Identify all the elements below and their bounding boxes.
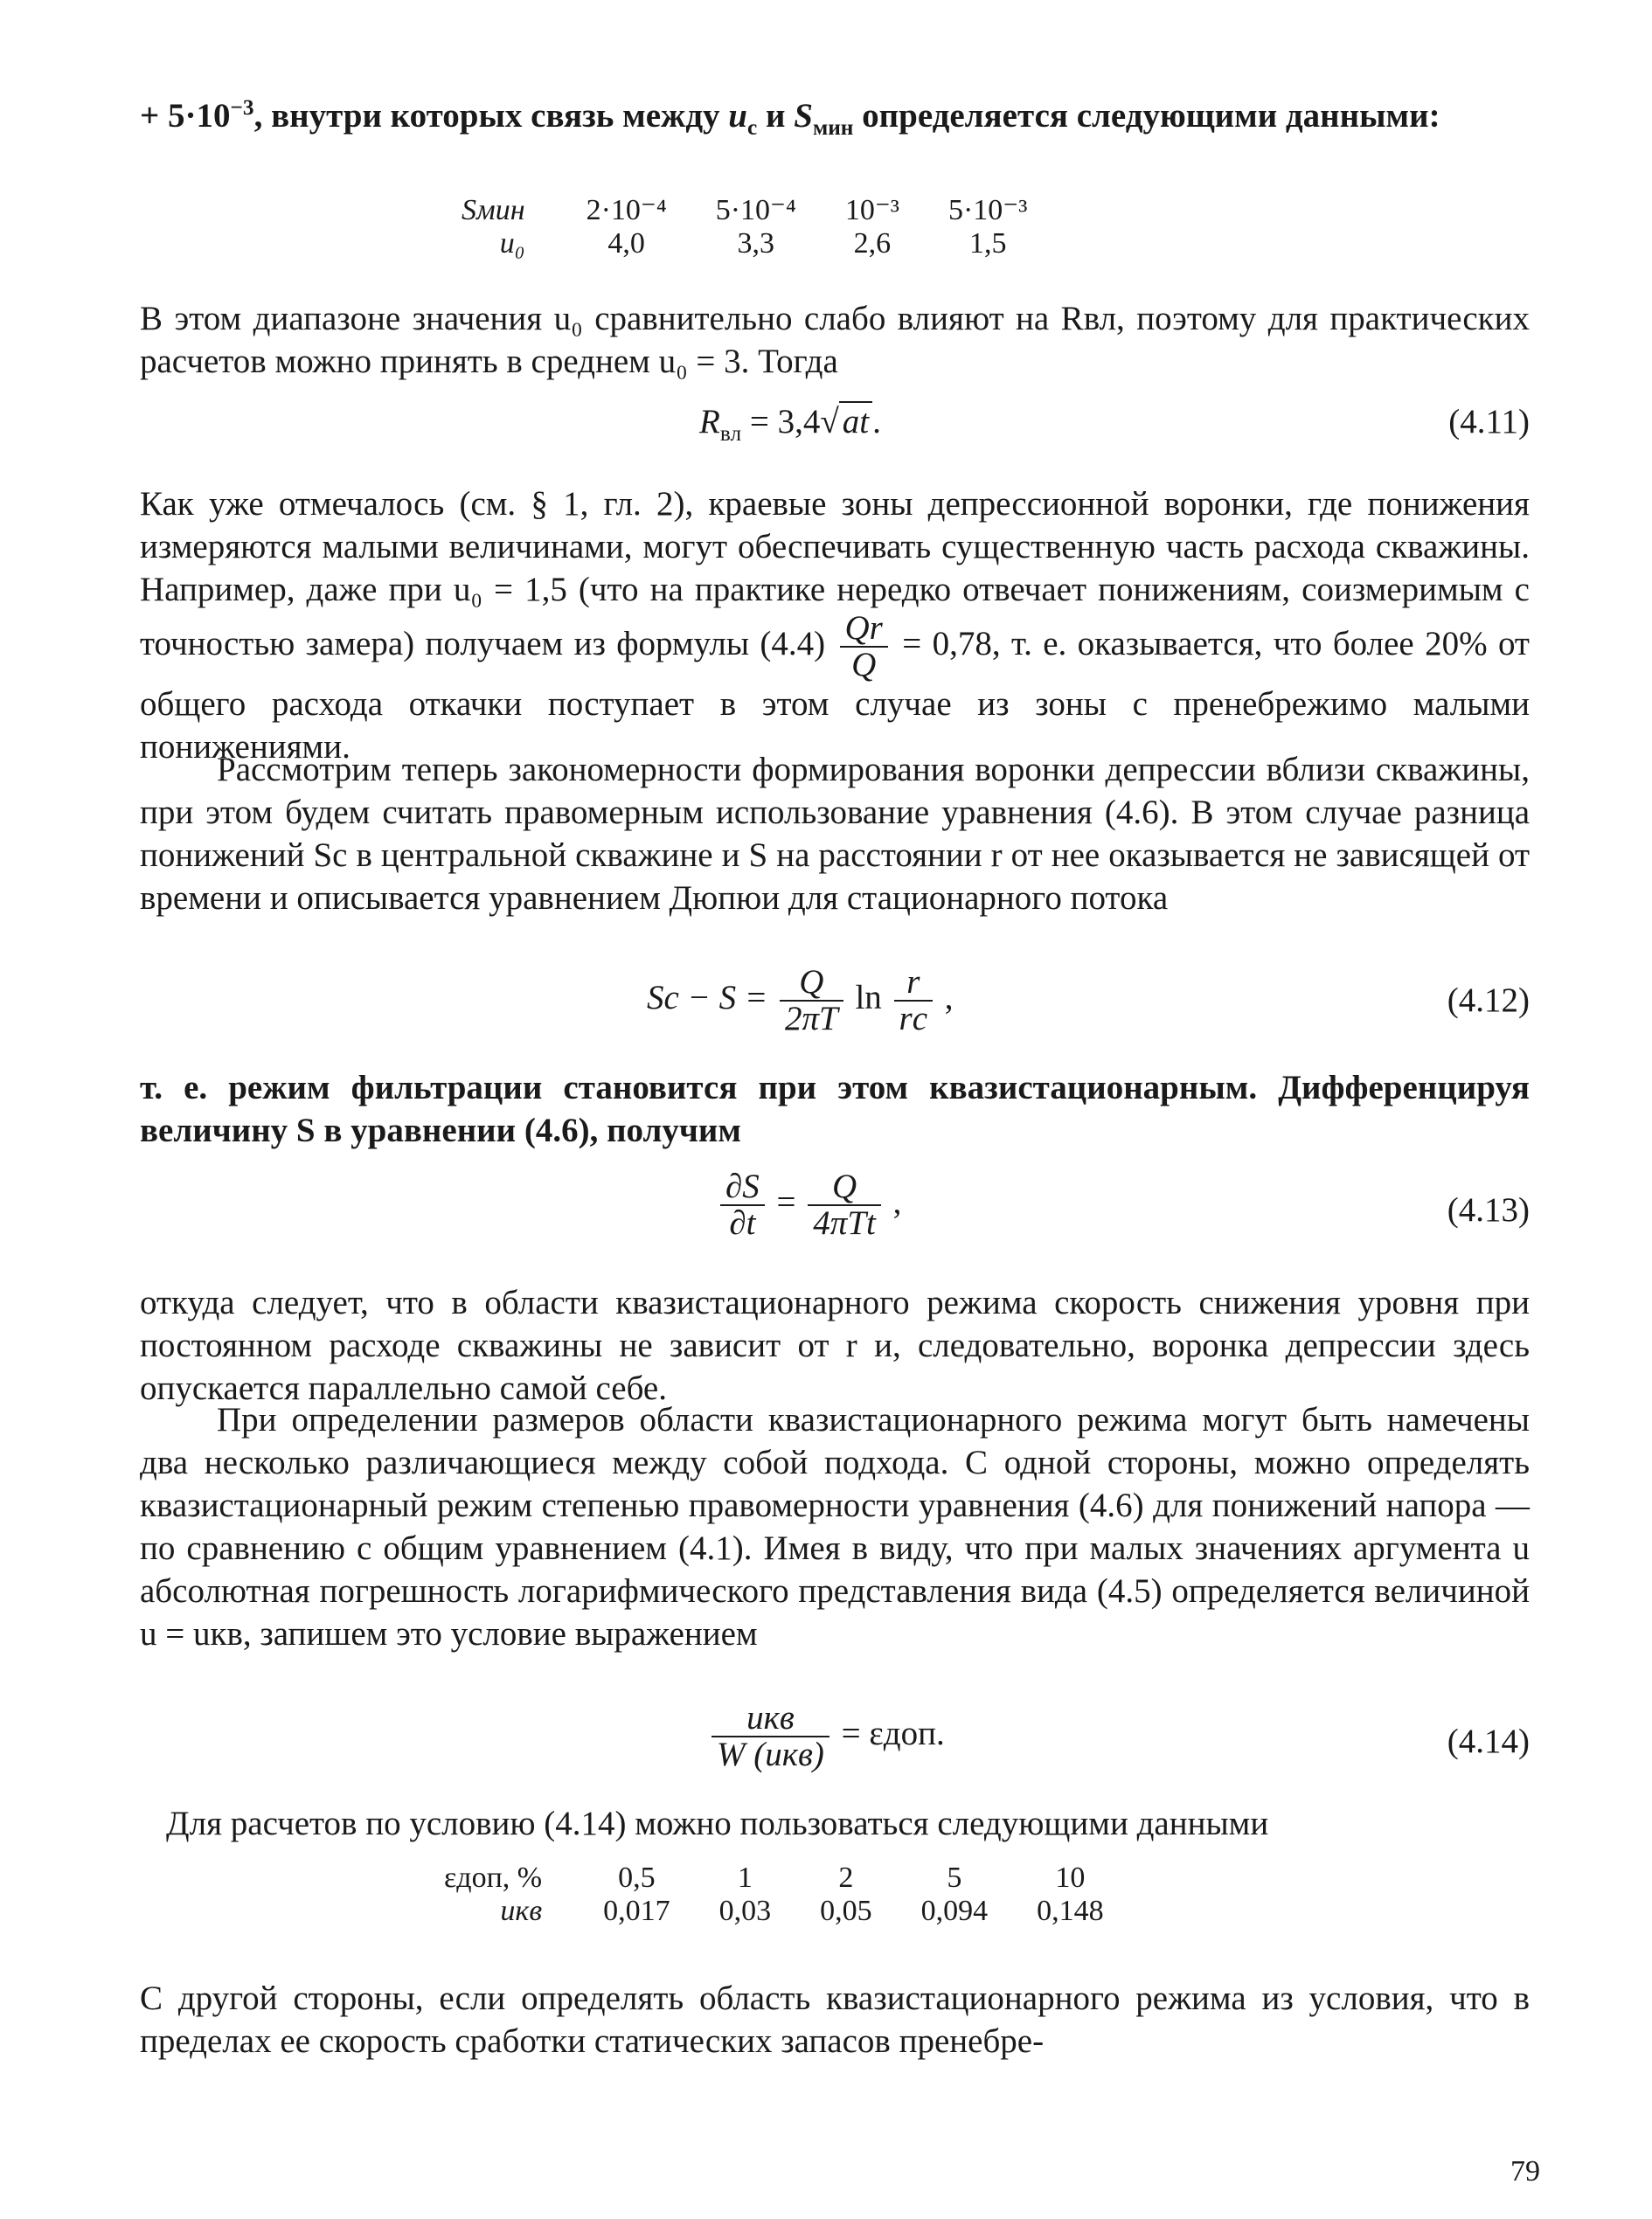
equation-4-14: $\frac{\text{uкв}}{\text{W (uкв)}}$ = εдоп. (4.14) [140,1701,1530,1779]
table-eps-ukv [420,1862,1128,1928]
equation-number: (4.12) [1447,981,1530,1019]
equation-number: (4.14) [1447,1723,1530,1760]
table-row: uкв 0,017 0,03 0,05 0,094 0,148 [500,1895,1104,1927]
table-smin-u0 [437,194,1052,260]
table-row: εдоп, % 0,5 1 2 5 10 [444,1862,1086,1894]
table-row: Sмин 2·10⁻⁴ 5·10⁻⁴ 10⁻³ 5·10⁻³ [462,194,1028,226]
paragraph-intro: + $5\cdot 10^{-3}$, внутри которых связь между $u_с$ и $S_{мин}$ определяется следующими данными: [140,95,1440,140]
equation-number: (4.13) [1447,1191,1530,1229]
paragraph-data-intro: Для расчетов по условию (4.14) можно пользоваться следующими данными [166,1805,1269,1842]
paragraph-depression-funnel: Рассмотрим теперь закономерности формирования воронки депрессии вблизи скважины, при этом будем считать правомерным использование уравнения (4.6). В этом случае разница понижений Sс в центральной скважине и S на расстоянии r от нее оказывается не зависящей от времени и описывается уравнением Дюпюи для стационарного потока [140,751,1530,917]
equation-4-11: $R_{вл} = 3,4√$ at . (4.11) [140,400,1530,453]
paragraph-quasi-stationary: т. е. режим фильтрации становится при этом квазистационарным. Дифференцируя величину S в уравнении (4.6), получим [140,1069,1530,1149]
paragraph-edge-zones: Как уже отмечалось (см. § 1, гл. 2), краевые зоны депрессионной воронки, где понижения измеряются малыми величинами, могут обеспечивать существенную часть расхода скважины. Например, даже при u₀ = 1,5 (что на практике нередко отвечает понижениям, соизмеримым с точностью замера) получаем из формулы (4.4) $\frac{Qr}{Q}$ = 0,78, т. е. оказывается, что более 20% от общего расхода откачки поступает в этом случае из зоны с пренебрежимо малыми понижениями. [140,485,1530,766]
fraction-qr-q: $\frac{Qr}{Q}$ [840,611,888,683]
table-row: u₀ 4,0 3,3 2,6 1,5 [499,227,1007,260]
paragraph-range: В этом диапазоне значения u₀ сравнительно слабо влияют на Rвл, поэтому для практических расчетов можно принять в среднем u₀ = 3. Тогда [140,300,1530,380]
paragraph-two-approaches: При определении размеров области квазистационарного режима могут быть намечены два несколько различающиеся между собой подхода. С одной стороны, можно определять квазистационарный режим степенью правомерности уравнения (4.6) для понижений напора — по сравнению с общим уравнением (4.1). Имея в виду, что при малых значениях аргумента u абсолютная погрешность логарифмического представления вида (4.5) определяется величиной u = uкв, запишем это условие выражением [140,1401,1530,1653]
page-number: 79 [1510,2155,1540,2188]
paragraph-other-side: С другой стороны, если определять область квазистационарного режима из условия, что в пределах ее скорость сработки статических запасов пренебре- [140,1980,1530,2060]
equation-4-12: Sс − S = $\frac{Q}{2\pi T}$ ln $\frac{r}{rс}$ , (4.12) [647,963,1530,1037]
equation-4-13: $\frac{\partial S}{\partial t}$ = $\frac{Q}{\text{4πTt}}$ , (4.13) [140,1169,1530,1248]
equation-number: (4.11) [1448,403,1530,440]
paragraph-consequence: откуда следует, что в области квазистационарного режима скорость снижения уровня при постоянном расходе скважины не зависит от r и, следовательно, воронка депрессии здесь опускается параллельно самой себе. [140,1284,1530,1407]
